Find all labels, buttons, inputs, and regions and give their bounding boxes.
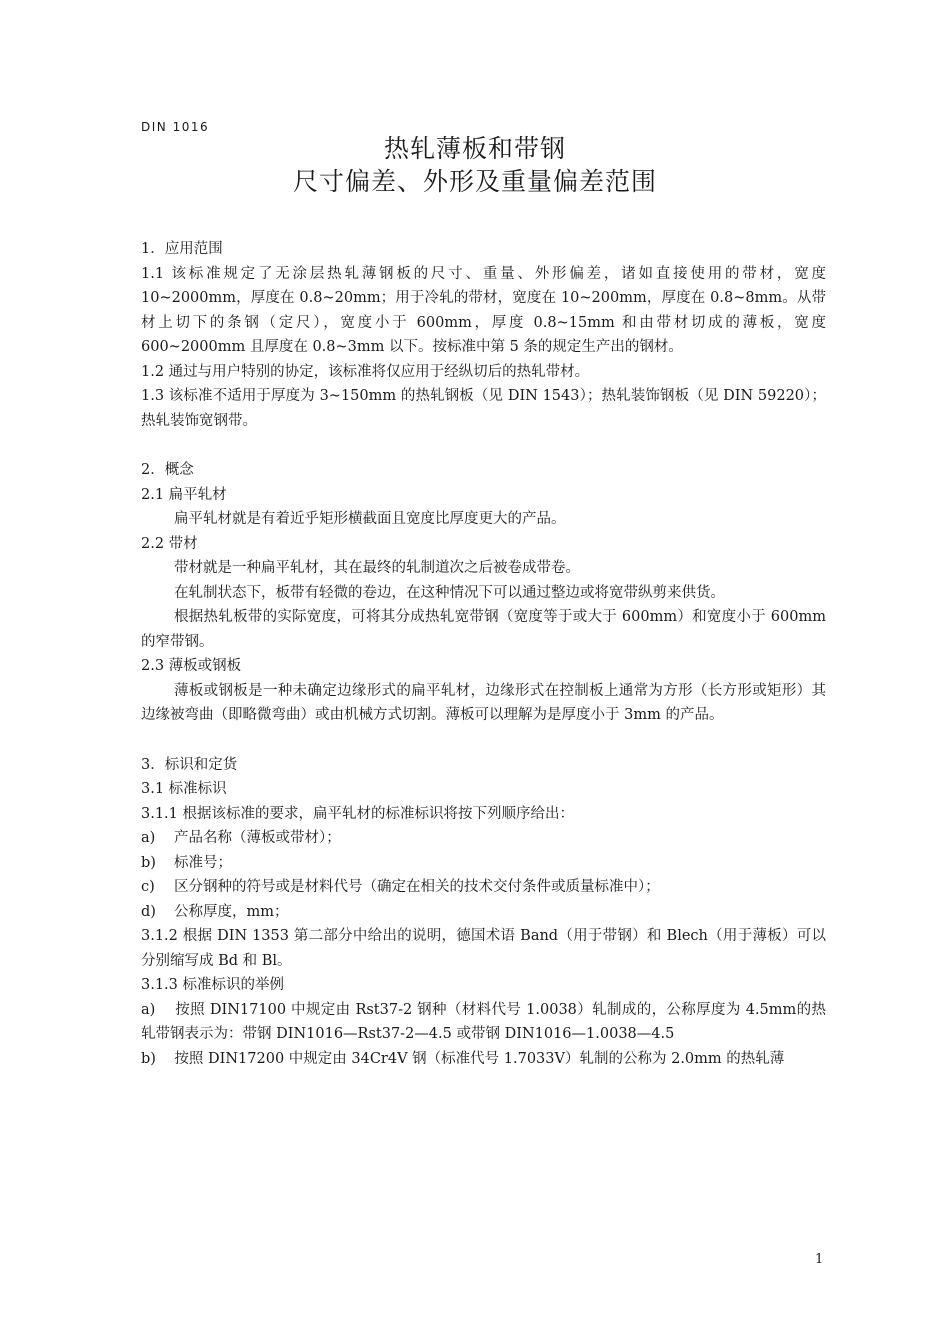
document-title: 热轧薄板和带钢 xyxy=(383,134,566,163)
paragraph-1-1: 1.1 该标准规定了无涂层热轧薄钢板的尺寸、重量、外形偏差，诸如直接使用的带材，宽度10~2000mm，厚度在 0.8~20mm；用于冷轧的带材，宽度在 10~200mm，厚度在 0.8~8mm。从带材上切下的条钢（定尺），宽度小于 600mm，厚度 0.8~15mm 和由带材切成的薄板，宽度600~2000mm 且厚度在 0.8~3mm 以下。按标准中第 5 条的规定生产出的钢材。 xyxy=(141,265,826,355)
section-2-heading: 2．概念 xyxy=(141,462,194,478)
paragraph-3-1-2: 3.1.2 根据 DIN 1353 第二部分中给出的说明，德国术语 Band（用于带钢）和 Blech（用于薄板）可以分别缩写成 Bd 和 Bl。 xyxy=(141,928,826,969)
paragraph-3-1-1: 3.1.1 根据该标准的要求，扁平轧材的标准标识将按下列顺序给出： xyxy=(141,805,575,822)
paragraph-3-1-3: 3.1.3 标准标识的举例 xyxy=(141,977,285,993)
subsection-2-1-heading: 2.1 扁平轧材 xyxy=(141,486,227,503)
list-item-text: 产品名称（薄板或带材）； xyxy=(174,830,341,846)
subsection-2-3-heading: 2.3 薄板或钢板 xyxy=(141,658,242,674)
paragraph-2-2-b: 在轧制状态下，板带有轻微的卷边，在这种情况下可以通过整边或将宽带纵剪来供货。 xyxy=(174,584,725,601)
list-marker: c) xyxy=(141,879,155,895)
example-marker: b) xyxy=(141,1050,156,1067)
section-1-heading: 1．应用范围 xyxy=(141,241,223,257)
paragraph-1-2: 1.2 通过与用户特别的协定，该标准将仅应用于经纵切后的热轧带材。 xyxy=(141,363,590,380)
paragraph-2-1: 扁平轧材就是有着近乎矩形横截面且宽度比厚度更大的产品。 xyxy=(174,511,566,527)
document-code: DIN 1016 xyxy=(141,120,210,134)
section-3-heading: 3．标识和定货 xyxy=(141,756,238,773)
example-marker: a) xyxy=(141,1001,156,1018)
list-item-text: 标准号； xyxy=(174,854,232,871)
list-item-text: 公称厚度，mm； xyxy=(174,903,289,920)
list-marker: b) xyxy=(141,854,156,871)
document-subtitle: 尺寸偏差、外形及重量偏差范围 xyxy=(292,167,657,196)
example-a xyxy=(141,998,826,1047)
document-body xyxy=(141,237,826,1071)
list-item xyxy=(141,875,826,900)
paragraph-2-2-a: 带材就是一种扁平轧材，其在最终的轧制道次之后被卷成带卷。 xyxy=(174,560,580,576)
list-item xyxy=(141,826,826,851)
list-item xyxy=(141,900,826,925)
paragraph-1-3: 1.3 该标准不适用于厚度为 3~150mm 的热轧钢板（见 DIN 1543）；热轧装饰钢板（见 DIN 59220）；热轧装饰宽钢带。 xyxy=(141,388,826,429)
list-marker: d) xyxy=(141,903,156,920)
paragraph-2-3: 薄板或钢板是一种未确定边缘形式的扁平轧材，边缘形式在控制板上通常为方形（长方形或矩形）其边缘被弯曲（即略微弯曲）或由机械方式切割。薄板可以理解为是厚度小于 3mm 的产品。 xyxy=(141,682,826,723)
paragraph-2-2-c: 根据热轧板带的实际宽度，可将其分成热轧宽带钢（宽度等于或大于 600mm）和宽度小于 600mm 的窄带钢。 xyxy=(141,609,826,650)
list-marker: a) xyxy=(141,830,156,846)
example-text: 按照 DIN17100 中规定由 Rst37-2 钢种（材料代号 1.0038）轧制成的，公称厚度为 4.5mm的热轧带钢表示为：带钢 DIN1016—Rst37-2—4.5 或带钢 DIN1016—1.0038—4.5 xyxy=(141,1001,826,1042)
list-item xyxy=(141,851,826,876)
example-text: 按照 DIN17200 中规定由 34Cr4V 钢（标准代号 1.7033V）轧制的公称为 2.0mm 的热轧薄 xyxy=(174,1050,785,1067)
page-number: 1 xyxy=(815,1252,824,1267)
subsection-3-1-heading: 3.1 标准标识 xyxy=(141,781,227,797)
subsection-2-2-heading: 2.2 带材 xyxy=(141,535,198,552)
example-b xyxy=(141,1047,826,1072)
list-item-text: 区分钢种的符号或是材料代号（确定在相关的技术交付条件或质量标准中）； xyxy=(174,879,660,895)
